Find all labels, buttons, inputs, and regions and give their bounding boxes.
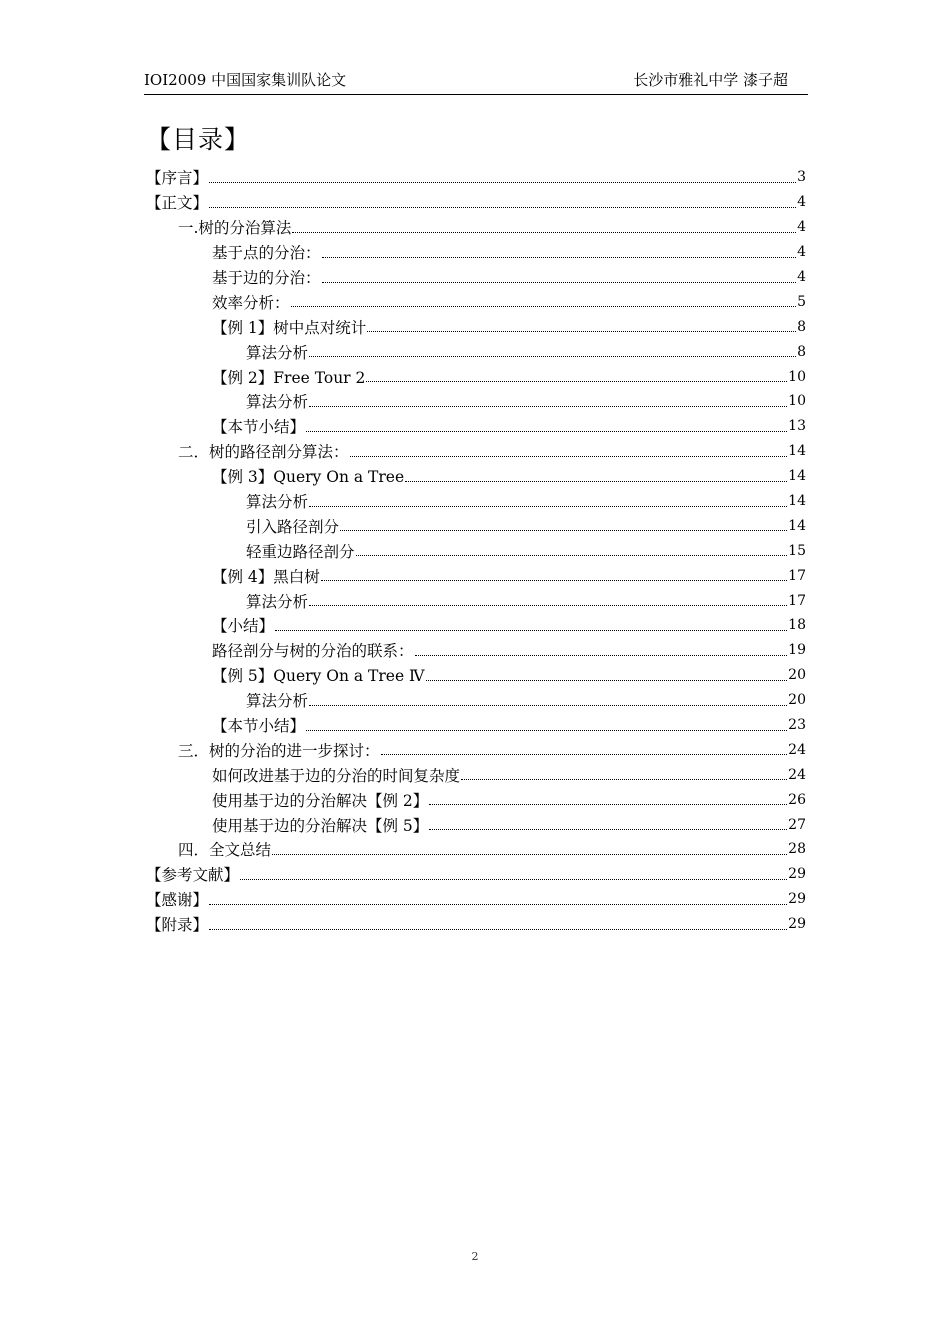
- toc-entry-page: 4: [797, 269, 806, 285]
- toc-entry[interactable]: [146, 339, 806, 364]
- toc-entry-page: 29: [788, 891, 806, 908]
- toc-entry-label: 路径剖分与树的分治的联系：: [212, 642, 414, 661]
- toc-entry-label: 算法分析: [246, 393, 309, 412]
- toc-entry-label: 效率分析：: [212, 293, 290, 312]
- toc-entry-label: 轻重边路径剖分: [246, 542, 355, 561]
- toc-entry[interactable]: [146, 165, 806, 190]
- toc-entry[interactable]: [146, 389, 806, 414]
- dot-leader: [209, 207, 796, 208]
- dot-leader: [291, 306, 797, 307]
- toc-entry[interactable]: [146, 762, 806, 787]
- page-number: 2: [471, 1250, 479, 1263]
- toc-entry-label: 使用基于边的分治解决【例 2】: [212, 791, 429, 810]
- toc-entry-page: 10: [788, 393, 806, 410]
- toc-entry[interactable]: [146, 464, 806, 489]
- toc-entry-label: 二．树的路径剖分算法：: [178, 443, 349, 462]
- toc-entry[interactable]: [146, 663, 806, 688]
- toc-entry[interactable]: [146, 613, 806, 638]
- toc-entry-label: 【附录】: [146, 916, 209, 935]
- table-of-contents: [146, 165, 806, 937]
- dot-leader: [381, 754, 788, 755]
- toc-entry-page: 4: [797, 219, 806, 236]
- toc-entry-page: 24: [788, 766, 806, 783]
- toc-entry-label: 【例 1】树中点对统计: [212, 318, 367, 337]
- dot-leader: [240, 879, 787, 880]
- toc-entry-label: 【例 5】Query On a Tree Ⅳ: [212, 667, 425, 686]
- dot-leader: [209, 182, 796, 183]
- dot-leader: [415, 655, 788, 656]
- header-left: IOI2009 中国国家集训队论文: [144, 71, 347, 89]
- dot-leader: [322, 257, 797, 258]
- toc-entry-page: 13: [788, 418, 806, 435]
- toc-entry-page: 29: [788, 916, 806, 933]
- dot-leader: [309, 356, 796, 357]
- dot-leader: [429, 804, 787, 805]
- toc-entry[interactable]: [146, 588, 806, 613]
- toc-entry-page: 3: [797, 169, 806, 186]
- toc-entry[interactable]: [146, 215, 806, 240]
- dot-leader: [461, 779, 787, 780]
- toc-entry-page: 17: [788, 567, 806, 584]
- toc-entry[interactable]: [146, 314, 806, 339]
- toc-entry-page: 14: [788, 468, 806, 485]
- toc-entry-label: 算法分析: [246, 592, 309, 611]
- dot-leader: [306, 431, 787, 432]
- header-right: 长沙市雅礼中学 漆子超: [633, 71, 788, 89]
- toc-entry-label: 【小结】: [212, 617, 275, 636]
- toc-entry[interactable]: [146, 837, 806, 862]
- toc-entry-page: 14: [788, 517, 806, 534]
- toc-entry-page: 20: [788, 692, 806, 709]
- dot-leader: [322, 282, 797, 283]
- toc-entry[interactable]: [146, 812, 806, 837]
- toc-entry-page: 4: [797, 244, 806, 261]
- toc-entry-page: 14: [788, 493, 806, 510]
- toc-entry-label: 【序言】: [146, 169, 209, 188]
- toc-entry-page: 18: [788, 617, 806, 634]
- toc-entry-label: 基于点的分治：: [212, 244, 321, 263]
- dot-leader: [309, 705, 787, 706]
- toc-entry-label: 三．树的分治的进一步探讨：: [178, 741, 380, 760]
- dot-leader: [356, 555, 788, 556]
- toc-entry-page: 14: [788, 443, 806, 460]
- toc-entry[interactable]: [146, 787, 806, 812]
- dot-leader: [306, 730, 787, 731]
- toc-entry[interactable]: [146, 190, 806, 215]
- dot-leader: [405, 481, 787, 482]
- toc-entry-label: 【感谢】: [146, 891, 209, 910]
- toc-entry[interactable]: [146, 912, 806, 937]
- dot-leader: [367, 331, 796, 332]
- toc-entry-label: 【本节小结】: [212, 717, 306, 736]
- toc-entry[interactable]: [146, 265, 806, 290]
- toc-entry-page: 15: [788, 542, 806, 559]
- toc-entry[interactable]: [146, 638, 806, 663]
- toc-entry[interactable]: [146, 737, 806, 762]
- dot-leader: [340, 530, 787, 531]
- toc-entry-label: 【例 3】Query On a Tree: [212, 468, 405, 487]
- toc-entry[interactable]: [146, 688, 806, 713]
- toc-entry-page: 4: [797, 194, 806, 211]
- toc-entry-label: 一.树的分治算法: [178, 219, 292, 238]
- toc-entry[interactable]: [146, 364, 806, 389]
- toc-entry[interactable]: [146, 862, 806, 887]
- toc-entry[interactable]: [146, 289, 806, 314]
- toc-entry-page: 8: [797, 343, 806, 360]
- page-header: [144, 68, 808, 95]
- toc-entry-label: 算法分析: [246, 692, 309, 711]
- dot-leader: [321, 580, 787, 581]
- dot-leader: [366, 381, 787, 382]
- toc-entry[interactable]: [146, 713, 806, 738]
- dot-leader: [309, 506, 787, 507]
- toc-entry-page: 29: [788, 866, 806, 883]
- toc-entry-label: 基于边的分治：: [212, 269, 321, 287]
- toc-entry[interactable]: [146, 240, 806, 265]
- toc-entry[interactable]: [146, 887, 806, 912]
- toc-entry-label: 如何改进基于边的分治的时间复杂度: [212, 766, 461, 785]
- toc-entry-label: 四．全文总结: [178, 841, 272, 860]
- toc-entry-page: 5: [797, 293, 806, 310]
- toc-entry-page: 17: [788, 592, 806, 609]
- toc-entry[interactable]: [146, 414, 806, 439]
- toc-entry-page: 8: [797, 318, 806, 335]
- toc-entry-page: 24: [788, 741, 806, 758]
- toc-entry-label: 【例 2】Free Tour 2: [212, 368, 366, 387]
- dot-leader: [429, 829, 787, 830]
- toc-entry-page: 10: [788, 368, 806, 385]
- toc-entry-label: 【正文】: [146, 194, 209, 213]
- toc-entry[interactable]: [146, 489, 806, 514]
- dot-leader: [209, 929, 787, 930]
- dot-leader: [350, 456, 788, 457]
- toc-entry-page: 19: [788, 642, 806, 659]
- dot-leader: [272, 854, 787, 855]
- toc-entry[interactable]: [146, 538, 806, 563]
- dot-leader: [426, 680, 788, 681]
- toc-entry-label: 【本节小结】: [212, 418, 306, 437]
- toc-entry-label: 引入路径剖分: [246, 517, 340, 536]
- toc-entry-label: 算法分析: [246, 493, 309, 512]
- toc-entry-page: 26: [788, 791, 806, 808]
- dot-leader: [309, 605, 787, 606]
- toc-entry[interactable]: [146, 513, 806, 538]
- dot-leader: [275, 630, 787, 631]
- toc-entry-label: 算法分析: [246, 343, 309, 362]
- toc-entry-label: 使用基于边的分治解决【例 5】: [212, 816, 429, 835]
- toc-entry-page: 27: [788, 816, 806, 833]
- toc-entry-label: 【例 4】黑白树: [212, 567, 320, 586]
- dot-leader: [292, 232, 796, 233]
- toc-entry-page: 28: [788, 841, 806, 858]
- dot-leader: [209, 904, 787, 905]
- toc-entry-page: 23: [788, 717, 806, 734]
- toc-entry[interactable]: [146, 439, 806, 464]
- toc-title: 【目录】: [146, 125, 251, 154]
- toc-entry[interactable]: [146, 563, 806, 588]
- toc-entry-label: 【参考文献】: [146, 866, 240, 885]
- dot-leader: [309, 406, 787, 407]
- toc-entry-page: 20: [788, 667, 806, 684]
